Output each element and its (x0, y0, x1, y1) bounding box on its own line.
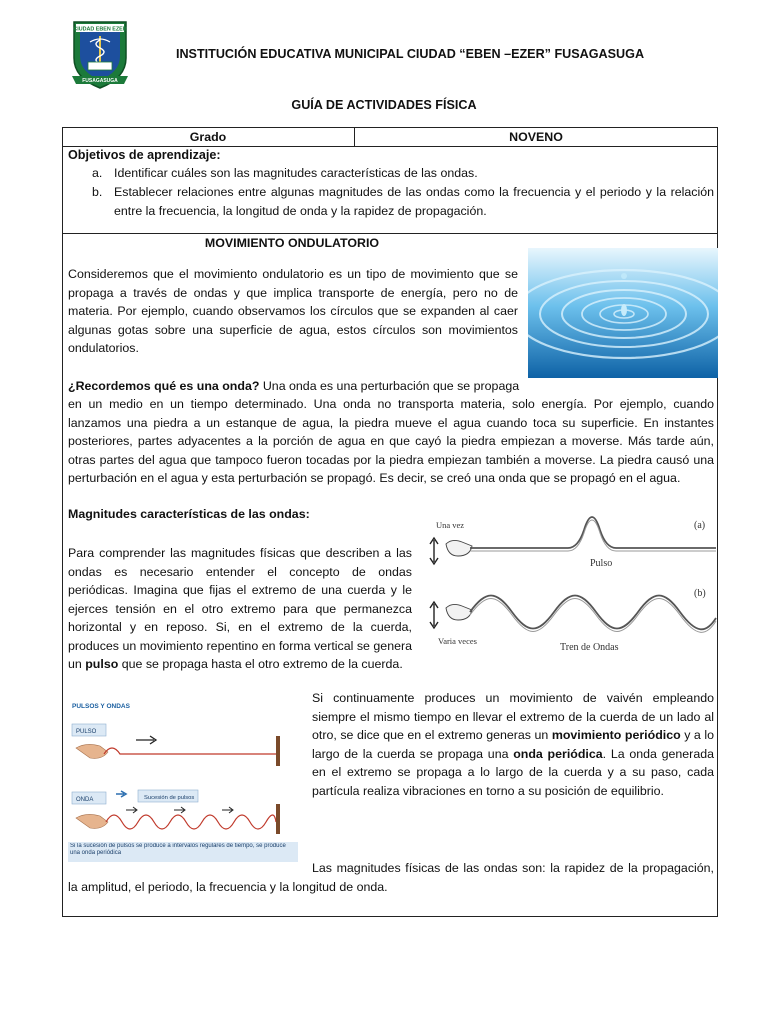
hand-icon (76, 744, 108, 758)
wave-question-text: Una onda es una perturbación que se propaga (259, 379, 520, 393)
figure-label-pulso: Pulso (590, 558, 613, 569)
arrow-right-icon (116, 791, 126, 797)
periodic-wave-term: onda periódica (513, 746, 603, 761)
intro-paragraph: Consideremos que el movimiento ondulatorio es un tipo de movimiento que se propaga a través de ondas y que implica transporte de energía, pero no de materia. Por ejemplo, cuando observamos los círculos que se expanden al caer algunas gotas sobre una superficie de agua, estos círculos son movimientos ondulatorios. (68, 267, 518, 355)
guide-title: GUÍA DE ACTIVIDADES FÍSICA (291, 98, 477, 112)
figure-label-a: (a) (694, 520, 706, 531)
pulse-tag: PULSO (76, 729, 97, 735)
periodic-motion-paragraph (312, 689, 714, 800)
wave-question-bold: ¿Recordemos qué es una onda? (68, 379, 260, 393)
pulses-figure-title: PULSOS Y ONDAS (72, 703, 130, 710)
vaiven-text-3: . La onda generada en el extremo se propaga a lo largo de la cuerda y a su paso, cada partícula realiza vibraciones en torno a su posición de equilibrio. (312, 746, 714, 798)
grade-label: Grado (189, 130, 227, 144)
objective-marker: b. (92, 185, 103, 199)
wave-tag: ONDA (76, 797, 94, 803)
wall-post (276, 736, 280, 766)
vaiven-text-1: Si continuamente produces un movimiento de vaivén empleando siempre el mismo tiempo en llevar el extremo de la cuerda de un lado al otro, se dice que en el extremo generas un (312, 691, 714, 742)
hand-icon (446, 540, 472, 556)
objectives-heading: Objetivos de aprendizaje: (68, 148, 221, 162)
hand-icon (76, 814, 108, 828)
hand-icon (446, 604, 472, 620)
figure-label-una-vez: Una vez (436, 520, 465, 530)
magnitudes-heading: Magnitudes características de las ondas: (68, 507, 310, 521)
string-wave-figure (426, 500, 718, 660)
grade-value: NOVENO (509, 130, 563, 144)
crest-bottom-text: FUSAGASUGA (82, 78, 118, 84)
objective-item: Establecer relaciones entre algunas magnitudes de las ondas como la frecuencia y el periodo y la relación entre la frecuencia, la longitud de onda y la rapidez de propagación. (114, 185, 714, 218)
pulses-and-waves-figure (66, 696, 300, 864)
crest-top-text: CIUDAD EBEN EZER (73, 26, 127, 33)
wall-post (276, 804, 280, 834)
periodic-motion-term: movimiento periódico (551, 728, 681, 742)
institution-title: INSTITUCIÓN EDUCATIVA MUNICIPAL CIUDAD “EBEN –EZER” FUSAGASUGA (175, 47, 645, 61)
pulses-figure-caption: Si la sucesión de pulsos se produce a intervalos regulares de tiempo, se produce una onda periódica (70, 843, 286, 856)
objective-item: Identificar cuáles son las magnitudes características de las ondas. (114, 166, 478, 180)
periodic-text-1: Para comprender las magnitudes físicas que describen a las ondas es necesario entender el concepto de ondas periódicas. Imagina que fijas el extremo de una cuerda y le ejerces tensión en el otro extremo para que permanezca horizontal y en reposo. Si, en el extremo de la cuerda, produces un movimiento repentino en forma vertical se genera un (68, 546, 412, 671)
wave-magnitudes-summary: Las magnitudes físicas de las ondas son: la rapidez de la propagación, la amplitud, el periodo, la frecuencia y la longitud de onda. (68, 861, 714, 894)
arrow-right-icon (126, 807, 233, 813)
school-crest-logo (68, 18, 132, 90)
vaiven-text-2: y a lo largo de la cuerda se propaga una (312, 728, 715, 761)
table-row-divider (62, 146, 718, 147)
succession-label: Sucesión de pulsos (144, 795, 195, 801)
figure-label-varias-veces: Varia veces (438, 636, 477, 646)
pulse-term: pulso (85, 657, 119, 671)
figure-label-tren: Tren de Ondas (560, 642, 619, 653)
figure-label-b: (b) (694, 588, 706, 599)
wave-definition-paragraph: en un medio en un tiempo determinado. Una onda no transporta materia, solo energía. Por ejemplo, cuando lanzamos una piedra a un estanque de agua, la piedra mueve el agua cuando toca su superficie. En instantes posteriores, partes adyacentes a la porción de agua en que cayó la piedra empiezan a moverse. Más tarde aún, otras partes del agua que tampoco fueron tocadas por la piedra empiezan también a moverse. La piedra causó una perturbación en el agua y esta perturbación se propagó. Es decir, se creó una onda que se propagó en el agua. (68, 397, 714, 485)
section-title: MOVIMIENTO ONDULATORIO (204, 236, 380, 250)
periodic-text-2: que se propaga hasta el otro extremo de la cuerda. (118, 657, 403, 671)
table-row-divider (62, 233, 718, 234)
double-arrow-icon (430, 538, 438, 564)
objective-marker: a. (92, 166, 103, 180)
periodic-wave-paragraph (68, 544, 412, 674)
arrow-right-icon (136, 736, 156, 744)
wave-question-line (68, 377, 528, 396)
water-ripple-image (528, 248, 718, 378)
double-arrow-icon (430, 602, 438, 628)
